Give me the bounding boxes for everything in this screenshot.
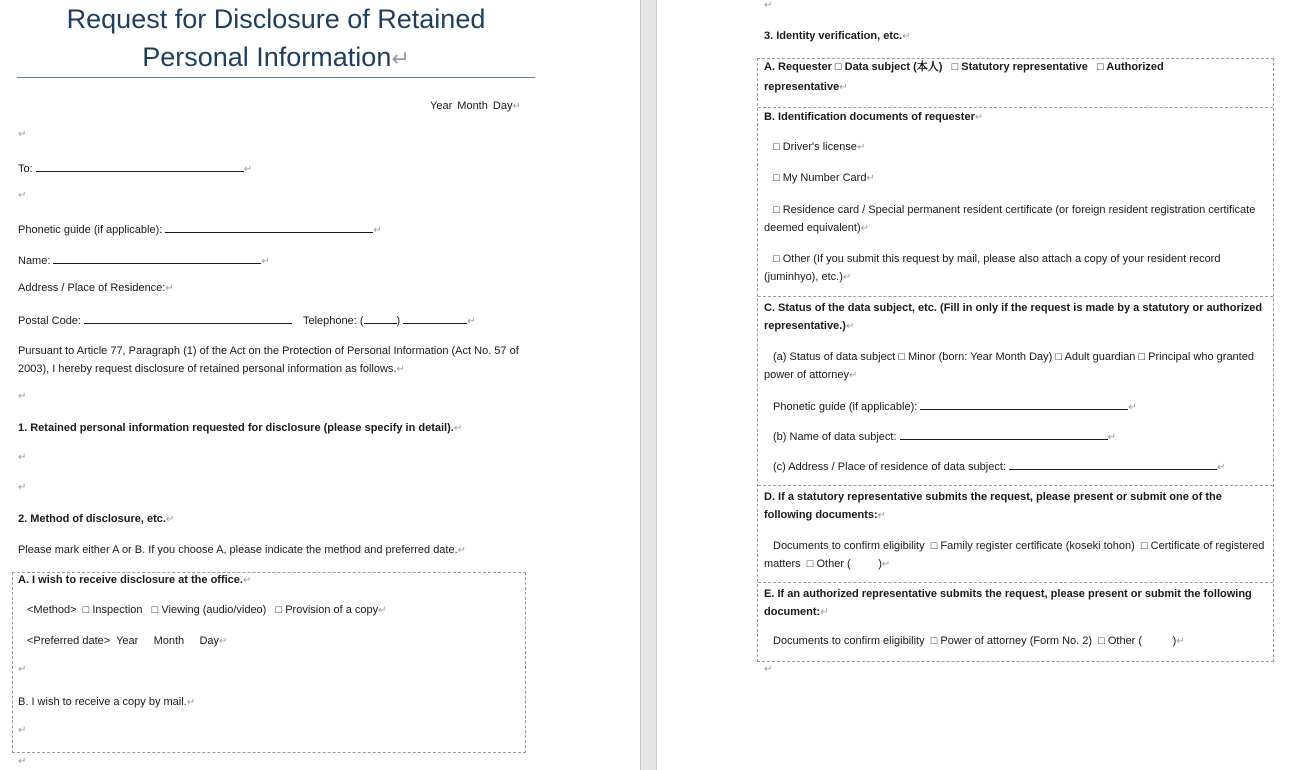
paragraph-mark: ↵ <box>18 664 27 675</box>
authorized-rep-heading: E. If an authorized representative submits the request, please present or submit the following document:↵ <box>764 588 1252 618</box>
paragraph-mark: ↵ <box>1128 402 1137 413</box>
data-subject-status-heading: C. Status of the data subject, etc. (Fill in only if the request is made by a statutory or authorized representative.)↵ <box>764 302 1263 332</box>
paragraph-mark: ↵ <box>18 756 27 767</box>
separator <box>758 107 1273 108</box>
method-options[interactable]: <Method> □ Inspection □ Viewing (audio/video) □ Provision of a copy↵ <box>27 604 387 616</box>
paragraph-mark: ↵ <box>845 321 855 332</box>
paragraph-mark: ↵ <box>881 559 891 570</box>
paragraph-mark: ↵ <box>1176 636 1185 647</box>
paragraph-mark: ↵ <box>849 370 858 381</box>
name-field[interactable] <box>18 251 270 269</box>
section-3-heading: 3. Identity verification, etc.↵ <box>764 30 911 42</box>
subject-name-field[interactable]: (b) Name of data subject: ↵ <box>773 427 1116 445</box>
paragraph-mark: ↵ <box>18 391 27 402</box>
paragraph-mark: ↵ <box>1217 462 1226 473</box>
paragraph-mark: ↵ <box>1107 432 1116 443</box>
id-docs-heading: B. Identification documents of requester↵ <box>764 111 984 123</box>
paragraph-mark: ↵ <box>839 82 848 93</box>
authorized-rep-docs[interactable]: Documents to confirm eligibility □ Power of attorney (Form No. 2) □ Other ( )↵ <box>773 635 1185 647</box>
subject-phonetic-field[interactable]: Phonetic guide (if applicable): ↵ <box>773 397 1137 415</box>
section-2-heading: 2. Method of disclosure, etc.↵ <box>18 513 175 525</box>
subject-address-input-line[interactable] <box>1009 457 1217 470</box>
paragraph-mark: ↵ <box>842 272 852 283</box>
title-line-2: Personal Information <box>142 42 392 72</box>
method-instruction: Please mark either A or B. If you choose A, please indicate the method and preferred date.↵ <box>18 544 467 556</box>
paragraph-mark: ↵ <box>219 636 228 647</box>
pursuant-paragraph: Pursuant to Article 77, Paragraph (1) of the Act on the Protection of Personal Information (Act No. 57 of 2003), I hereby request disclosure of retained personal information as follows.↵ <box>18 345 519 375</box>
paragraph-mark: ↵ <box>165 283 174 294</box>
paragraph-mark: ↵ <box>373 225 382 236</box>
paragraph-mark: ↵ <box>764 664 773 675</box>
paragraph-mark: ↵ <box>866 173 875 184</box>
option-box <box>12 572 526 753</box>
paragraph-mark: ↵ <box>860 223 870 234</box>
title-underline <box>17 77 535 78</box>
document-page-right <box>657 0 1316 770</box>
statutory-rep-docs[interactable]: Documents to confirm eligibility □ Family register certificate (koseki tohon) □ Certificate of registered matters □ Other ( )↵ <box>764 540 1268 570</box>
postal-label: Postal Code: <box>18 315 81 327</box>
subject-phonetic-input-line[interactable] <box>920 397 1128 410</box>
paragraph-mark: ↵ <box>378 605 387 616</box>
postal-telephone-line: Postal Code: Telephone: ( ) ↵ <box>18 311 476 329</box>
doc-drivers-license[interactable]: □ Driver's license↵ <box>773 141 866 153</box>
phonetic-input-line[interactable] <box>165 220 373 233</box>
subject-address-field[interactable]: (c) Address / Place of residence of data subject: ↵ <box>773 457 1225 475</box>
paragraph-mark: ↵ <box>467 316 476 327</box>
paragraph-mark: ↵ <box>396 364 405 375</box>
to-input-line[interactable] <box>36 159 244 172</box>
paragraph-mark: ↵ <box>457 545 467 556</box>
requester-line[interactable] <box>764 60 1164 74</box>
paragraph-mark: ↵ <box>512 101 521 112</box>
paragraph-mark: ↵ <box>902 31 911 42</box>
section-1-heading: 1. Retained personal information requested for disclosure (please specify in detail).↵ <box>18 422 463 434</box>
address-label: Address / Place of Residence: <box>18 282 166 294</box>
doc-my-number-card[interactable]: □ My Number Card↵ <box>773 172 875 184</box>
paragraph-mark: ↵ <box>243 164 253 175</box>
name-label: Name: <box>18 255 51 267</box>
paragraph-mark: ↵ <box>18 725 27 736</box>
address-field[interactable] <box>18 281 174 296</box>
requester-options-cont: representative↵ <box>764 81 848 93</box>
phonetic-field[interactable] <box>18 220 382 238</box>
paragraph-mark: ↵ <box>18 190 27 201</box>
requester-label: A. Requester <box>764 61 832 73</box>
title-line-1: Request for Disclosure of Retained <box>66 4 486 34</box>
phonetic-label: Phonetic guide (if applicable): <box>18 224 163 236</box>
paragraph-mark: ↵ <box>261 256 270 267</box>
data-subject-status-options[interactable]: (a) Status of data subject □ Minor (born: Year Month Day) □ Adult guardian □ Principal who granted power of attorney↵ <box>764 351 1254 381</box>
preferred-date[interactable]: <Preferred date> Year Month Day↵ <box>27 635 228 647</box>
doc-residence-card[interactable]: □ Residence card / Special permanent resident certificate (or foreign resident registration certificate deemed equivalent)↵ <box>764 204 1256 234</box>
paragraph-mark: ↵ <box>820 607 829 618</box>
to-label: To: <box>18 163 33 175</box>
statutory-rep-heading: D. If a statutory representative submits the request, please present or submit one of the following documents:↵ <box>764 491 1222 521</box>
doc-other[interactable]: □ Other (If you submit this request by mail, please also attach a copy of your resident record (juminhyo), etc.)↵ <box>764 253 1221 283</box>
paragraph-mark: ↵ <box>856 142 866 153</box>
telephone-area-input[interactable] <box>364 311 397 324</box>
to-field[interactable] <box>18 159 252 177</box>
paragraph-mark: ↵ <box>186 697 196 708</box>
date-line: Year Month Day↵ <box>430 100 521 112</box>
paragraph-mark: ↵ <box>18 482 27 493</box>
page-gap <box>640 0 657 770</box>
telephone-label: Telephone: ( <box>302 315 364 327</box>
separator <box>758 485 1273 486</box>
document-page-left <box>0 0 640 770</box>
paragraph-mark: ↵ <box>18 129 27 140</box>
name-input-line[interactable] <box>53 251 261 264</box>
paragraph-mark: ↵ <box>453 423 463 434</box>
requester-options[interactable]: □ Data subject (本人) □ Statutory representative □ Authorized <box>834 61 1164 73</box>
paragraph-mark: ↵ <box>165 514 175 525</box>
paragraph-mark: ↵ <box>877 510 887 521</box>
telephone-input-line[interactable] <box>403 311 467 324</box>
paragraph-mark: ↵ <box>764 0 773 11</box>
option-a-heading[interactable]: A. I wish to receive disclosure at the office.↵ <box>18 574 252 586</box>
paragraph-mark: ↵ <box>391 46 410 71</box>
document-title <box>17 0 535 78</box>
paragraph-mark: ↵ <box>18 452 27 463</box>
option-b[interactable]: B. I wish to receive a copy by mail.↵ <box>18 696 196 708</box>
paragraph-mark: ↵ <box>974 112 984 123</box>
paragraph-mark: ↵ <box>242 575 252 586</box>
subject-name-input-line[interactable] <box>900 427 1108 440</box>
separator <box>758 582 1273 583</box>
postal-input-line[interactable] <box>84 311 292 324</box>
separator <box>758 296 1273 297</box>
